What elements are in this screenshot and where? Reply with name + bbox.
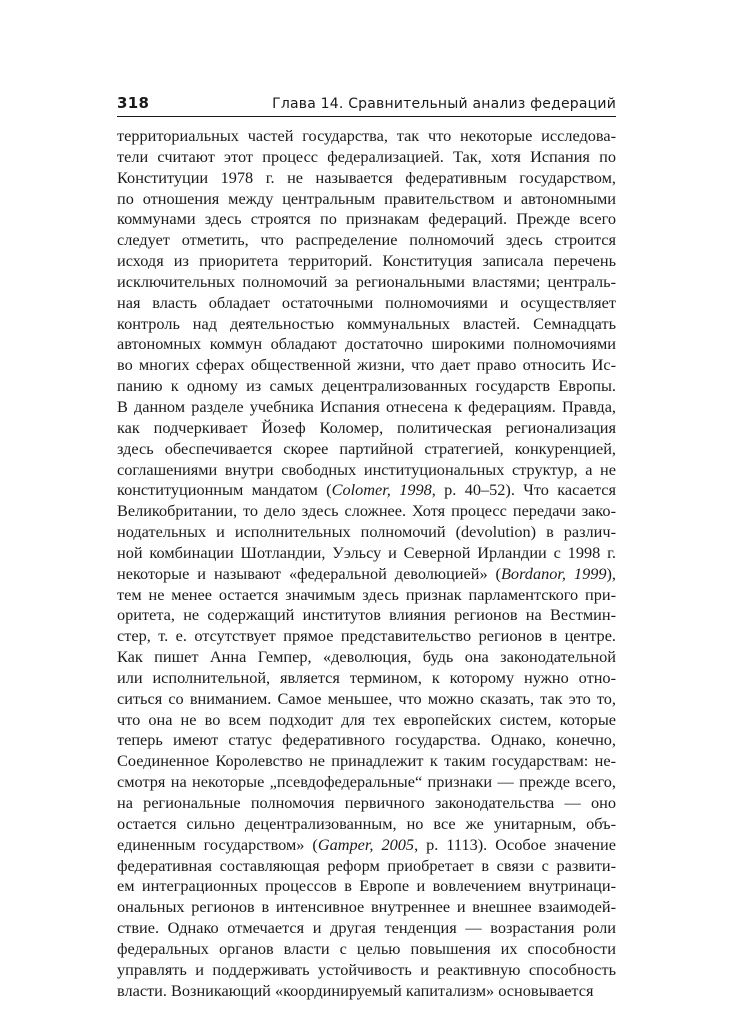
text-run: , p. 40–52). Что касается <box>431 480 616 500</box>
text-run: управлять и поддерживать устойчивость и реактивную способность <box>117 959 616 979</box>
text-line <box>117 918 616 939</box>
text-line <box>117 856 616 877</box>
text-line <box>117 981 616 1002</box>
text-line <box>117 480 616 501</box>
text-run: исходя из приоритета территорий. Конституция записала перечень <box>117 251 616 271</box>
text-line <box>117 876 616 897</box>
text-line <box>117 189 616 210</box>
text-line <box>117 460 616 481</box>
text-run: тели считают этот процесс федерализацией. Так, хотя Испания по <box>117 146 616 166</box>
text-line <box>117 522 616 543</box>
text-line <box>117 272 616 293</box>
text-run: следует отметить, что распределение полномочий здесь строится <box>117 230 616 250</box>
text-run: что она не во всем подходит для тех европейских систем, которые <box>117 709 616 729</box>
text-line <box>117 168 616 189</box>
text-run: В данном разделе учебника Испания отнесена к федерациям. Правда, <box>117 396 616 416</box>
text-line <box>117 814 616 835</box>
text-line <box>117 751 616 772</box>
text-line <box>117 147 616 168</box>
text-line <box>117 126 616 147</box>
text-line <box>117 209 616 230</box>
text-line <box>117 355 616 376</box>
text-line <box>117 439 616 460</box>
text-line <box>117 772 616 793</box>
text-line <box>117 397 616 418</box>
text-run: Как пишет Анна Гемпер, «деволюция, будь она законодательной <box>117 647 616 667</box>
text-line <box>117 897 616 918</box>
text-run: Конституции 1978 г. не называется федеративным государством, <box>117 167 616 187</box>
text-line <box>117 543 616 564</box>
text-run: панию к одному из самых децентрализованных государств Европы. <box>117 376 616 396</box>
text-line <box>117 605 616 626</box>
text-line <box>117 314 616 335</box>
text-line <box>117 710 616 731</box>
text-run: исключительных полномочий за региональными властями; централь- <box>117 271 616 291</box>
text-line <box>117 668 616 689</box>
text-run: ональных регионов в интенсивное внутреннее и внешнее взаимодей- <box>117 897 616 917</box>
text-line <box>117 793 616 814</box>
text-run: федеративная составляющая реформ приобретает в связи с развити- <box>117 855 616 875</box>
text-line <box>117 334 616 355</box>
text-run: Соединенное Королевство не принадлежит к таким государствам: не- <box>117 751 616 771</box>
text-run: ная власть обладает остаточными полномочиями и осуществляет <box>117 292 616 312</box>
text-run: оритета, не содержащий институтов влияния регионов на Вестмин- <box>117 605 616 625</box>
text-line <box>117 418 616 439</box>
text-line <box>117 960 616 981</box>
text-line <box>117 835 616 856</box>
text-run: как подчеркивает Йозеф Коломер, политическая регионализация <box>117 417 616 437</box>
text-run: конституционным мандатом ( <box>117 480 332 500</box>
citation-author: Colomer, 1998 <box>331 480 432 500</box>
body-text <box>117 126 616 1001</box>
text-line <box>117 230 616 251</box>
text-run: здесь обеспечивается скорее партийной стратегией, конкуренцией, <box>117 438 616 458</box>
text-run: соглашениями внутри свободных институциональных структур, а не <box>117 459 616 479</box>
text-line <box>117 585 616 606</box>
page-number: 318 <box>117 94 150 112</box>
text-run: единенным государством» ( <box>117 834 318 854</box>
text-line <box>117 376 616 397</box>
text-line <box>117 501 616 522</box>
text-run: ной комбинации Шотландии, Уэльсу и Северной Ирландии с 1998 г. <box>117 542 616 562</box>
text-line <box>117 293 616 314</box>
text-run: ), <box>606 563 616 583</box>
text-run: смотря на некоторые „псевдофедеральные“ признаки — прежде всего, <box>117 772 616 792</box>
text-line <box>117 647 616 668</box>
text-run: остается сильно децентрализованным, но все же унитарным, объ- <box>117 813 616 833</box>
page-header <box>117 90 616 112</box>
text-run: коммунами здесь строятся по признакам федераций. Прежде всего <box>117 209 616 229</box>
text-line <box>117 939 616 960</box>
text-run: ем интеграционных процессов в Европе и вовлечением внутринаци- <box>117 876 616 896</box>
text-line <box>117 251 616 272</box>
text-run: некоторые и называют «федеральной деволюцией» ( <box>117 563 501 583</box>
text-line <box>117 564 616 585</box>
text-run: тем не менее остается значимым здесь признак парламентского при- <box>117 584 616 604</box>
text-run: или исполнительной, является термином, к которому нужно отно- <box>117 667 616 687</box>
citation-author: Gamper, 2005 <box>317 834 415 854</box>
text-run: Великобритании, то дело здесь сложнее. Хотя процесс передачи зако- <box>117 501 616 521</box>
text-line <box>117 689 616 710</box>
text-run: стер, т. е. отсутствует прямое представительство регионов в центре. <box>117 626 616 646</box>
text-run: нодательных и исполнительных полномочий (devolution) в различ- <box>117 522 616 542</box>
text-run: контроль над деятельностью коммунальных властей. Семнадцать <box>117 313 616 333</box>
citation-author: Bordanor, 1999 <box>500 563 607 583</box>
text-run: , p. 1113). Особое значение <box>414 834 616 854</box>
text-run: по отношения между центральным правительством и автономными <box>117 188 616 208</box>
text-line <box>117 626 616 647</box>
header-rule <box>117 116 616 117</box>
text-run: на региональные полномочия первичного законодательства — оно <box>117 793 616 812</box>
text-run: во многих сферах общественной жизни, что дает право относить Ис- <box>117 355 616 375</box>
text-run: ствие. Однако отмечается и другая тенденция — возрастания роли <box>117 918 616 938</box>
text-run: теперь имеют статус федеративного государства. Однако, конечно, <box>117 730 616 750</box>
running-title: Глава 14. Сравнительный анализ федераций <box>272 96 616 112</box>
text-run: власти. Возникающий «координируемый капитализм» основывается <box>117 980 594 1000</box>
text-run: автономных коммун обладают достаточно широкими полномочиями <box>117 334 616 354</box>
text-run: территориальных частей государства, так что некоторые исследова- <box>117 126 616 145</box>
text-run: ситься со вниманием. Самое меньшее, что можно сказать, так это то, <box>117 688 616 708</box>
text-line <box>117 730 616 751</box>
text-run: федеральных органов власти с целью повышения их способности <box>117 938 616 958</box>
